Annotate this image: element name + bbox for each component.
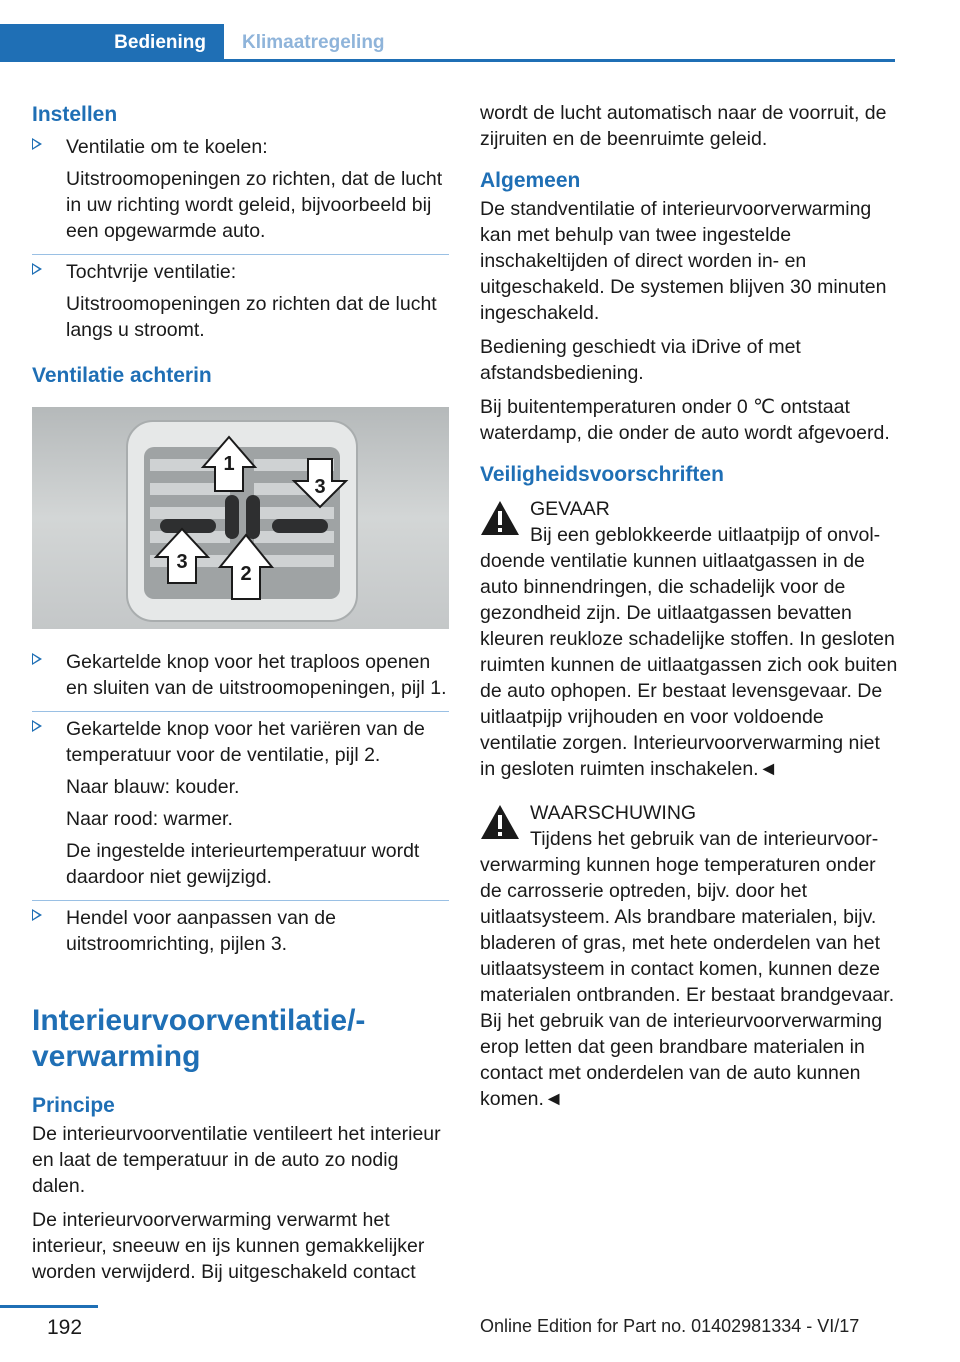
bullet-item: Ventilatie om te koelen: Uitstroomopeningen zo richten, dat de lucht in uw richting wordt geleid, bijvoorbeeld bij een opgewarmde auto. — [32, 130, 449, 254]
tab-bediening[interactable]: Bediening — [0, 24, 224, 62]
algemeen-paragraph-1: De standventilatie of interieurvoorverwarming kan met behulp van twee ingestelde inschakeltijden of direct worden in- en uitgeschakeld. De systemen blijven 30 minuten ingeschakeld. — [480, 198, 887, 324]
warning-text: verwarming kunnen hoge temperaturen onder de carrosserie optreden, bijv. door het uitlaatsysteem. Als brandbare materialen, bijv. bladeren of gras, met hete onderdelen van het uitlaatsysteem in contact komen, kunnen deze materialen ontbranden. Er bestaat brandgevaar. Bij het gebruik van de interieurvoorverwarming erop letten dat geen brandbare materialen in contact met onderdelen van de auto kunnen komen.◄ — [480, 854, 895, 1110]
heading-principe: Principe — [32, 1094, 115, 1117]
header-tabbar — [0, 24, 895, 62]
bullet-item: Hendel voor aanpassen van de uitstroomrichting, pijlen 3. — [32, 901, 449, 967]
principe-paragraph-2: De interieurvoorverwarming verwarmt het interieur, sneeuw en ijs kunnen gemakkelijker worden verwijderd. Bij uitgeschakeld contact — [32, 1209, 425, 1283]
figure-label-3b: 3 — [176, 551, 188, 573]
figure-label-3: 3 — [314, 476, 326, 498]
algemeen-paragraph-2: Bediening geschiedt via iDrive of met afstandsbediening. — [480, 336, 801, 384]
footer-rule — [0, 1305, 98, 1308]
algemeen-paragraph-3: Bij buitentemperaturen onder 0 ℃ ontstaat waterdamp, die onder de auto wordt afgevoerd. — [480, 396, 890, 444]
edition-info: Online Edition for Part no. 01402981334 - VI/17 — [480, 1316, 860, 1336]
continued-paragraph: wordt de lucht automatisch naar de voorruit, de zijruiten en de beenruimte geleid. — [480, 102, 887, 150]
triangle-bullet-icon — [32, 263, 42, 275]
warning-triangle-icon — [480, 804, 520, 840]
warning-text-first: Tijdens het gebruik van de interieurvoor- — [530, 828, 879, 850]
warning-title: GEVAAR — [530, 498, 610, 520]
left-column — [32, 100, 449, 1293]
warning-waarschuwing — [480, 800, 898, 1112]
heading-instellen: Instellen — [32, 103, 118, 126]
rear-vent-illustration — [32, 407, 449, 629]
heading-veiligheidsvoorschriften: Veiligheidsvoorschriften — [480, 463, 724, 486]
heading-algemeen: Algemeen — [480, 169, 581, 192]
bullet-item: Gekartelde knop voor het variëren van de temperatuur voor de ventilatie, pijl 2. Naar blauw: kouder. Naar rood: warmer. De ingestelde interieurtemperatuur wordt daardoor niet gewijzigd. — [32, 712, 449, 900]
principe-paragraph-1: De interieurvoorventilatie ventileert het interieur en laat de temperatuur in de auto zo nodig dalen. — [32, 1123, 441, 1197]
warning-text-first: Bij een geblokkeerde uitlaatpijp of onvol- — [530, 524, 881, 546]
figure-label-1: 1 — [223, 453, 235, 475]
triangle-bullet-icon — [32, 720, 42, 732]
right-column — [480, 100, 898, 1120]
warning-triangle-icon — [480, 500, 520, 536]
triangle-bullet-icon — [32, 909, 42, 921]
warning-gevaar — [480, 496, 898, 782]
bullet-item: Gekartelde knop voor het traploos openen en sluiten van de uitstroomopeningen, pijl 1. — [32, 645, 449, 711]
bullet-item: Tochtvrije ventilatie: Uitstroomopeningen zo richten dat de lucht langs u stroomt. — [32, 255, 449, 353]
triangle-bullet-icon — [32, 653, 42, 665]
warning-title: WAARSCHUWING — [530, 802, 697, 824]
warning-text: doende ventilatie kunnen uitlaatgassen in de auto binnendringen, die schadelijk voor de gezondheid zijn. De uitlaatgassen bevatten kleuren reukloze schadelijke stoffen. In gesloten ruimten kunnen de uitlaatgassen zich ook buiten de auto ophopen. Er bestaat levensgevaar. De uitlaatpijp vrijhouden en voor voldoende ventilatie zorgen. Interieurvoorverwarming niet in gesloten ruimten inschakelen.◄ — [480, 550, 898, 780]
page-number: 192 — [47, 1316, 83, 1339]
rear-vent-figure — [32, 407, 449, 629]
heading-ventilatie-achterin: Ventilatie achterin — [32, 364, 212, 387]
tab-klimaatregeling[interactable]: Klimaatregeling — [242, 32, 385, 53]
header-rule — [224, 59, 895, 62]
triangle-bullet-icon — [32, 138, 42, 150]
heading-interieurvoorventilatie: Interieurvoorventilatie/-verwarming — [32, 1004, 366, 1073]
figure-label-2: 2 — [240, 563, 252, 585]
